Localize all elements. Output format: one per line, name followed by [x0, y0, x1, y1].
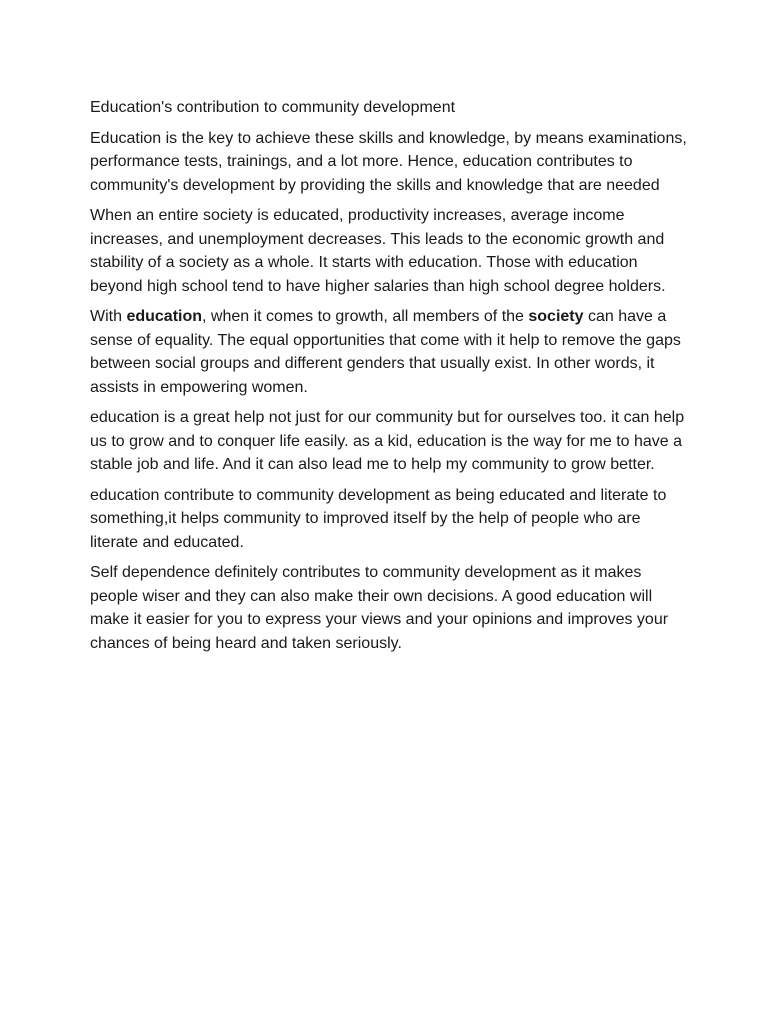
paragraph-3 [90, 305, 690, 399]
paragraph-3-text-2: , when it comes to growth, all members of the [202, 308, 529, 325]
paragraph-5: education contribute to community development as being educated and literate to something,it helps community to improved itself by the help of people who are literate and educated. [90, 486, 667, 551]
paragraph-3-bold-education: education [126, 308, 203, 325]
document-title: Education's contribution to community development [90, 99, 456, 116]
paragraph-3-text-3: can have a sense of equality. The equal opportunities that come with it help to remove the gaps between social groups and different genders that usually exist. In other words, it assists in empowering women. [90, 308, 681, 396]
paragraph-6: Self dependence definitely contributes to community development as it makes people wiser and they can also make their own decisions. A good education will make it easier for you to express your views and your opinions and improves your chances of being heard and taken seriously. [90, 564, 669, 652]
paragraph-4: education is a great help not just for our community but for ourselves too. it can help us to grow and to conquer life easily. as a kid, education is the way for me to have a stable job and life. And it can also lead me to help my community to grow better. [90, 409, 685, 473]
paragraph-3-text-1: With [90, 308, 127, 325]
document-page [90, 96, 690, 662]
paragraph-1: Education is the key to achieve these skills and knowledge, by means examinations, performance tests, trainings, and a lot more. Hence, education contributes to community's development by providing the skills and knowledge that are needed [90, 129, 687, 194]
paragraph-2: When an entire society is educated, productivity increases, average income increases, and unemployment decreases. This leads to the economic growth and stability of a society as a whole. It starts with education. Those with education beyond high school tend to have higher salaries than high school degree holders. [90, 207, 666, 295]
paragraph-3-bold-society: society [528, 308, 584, 325]
